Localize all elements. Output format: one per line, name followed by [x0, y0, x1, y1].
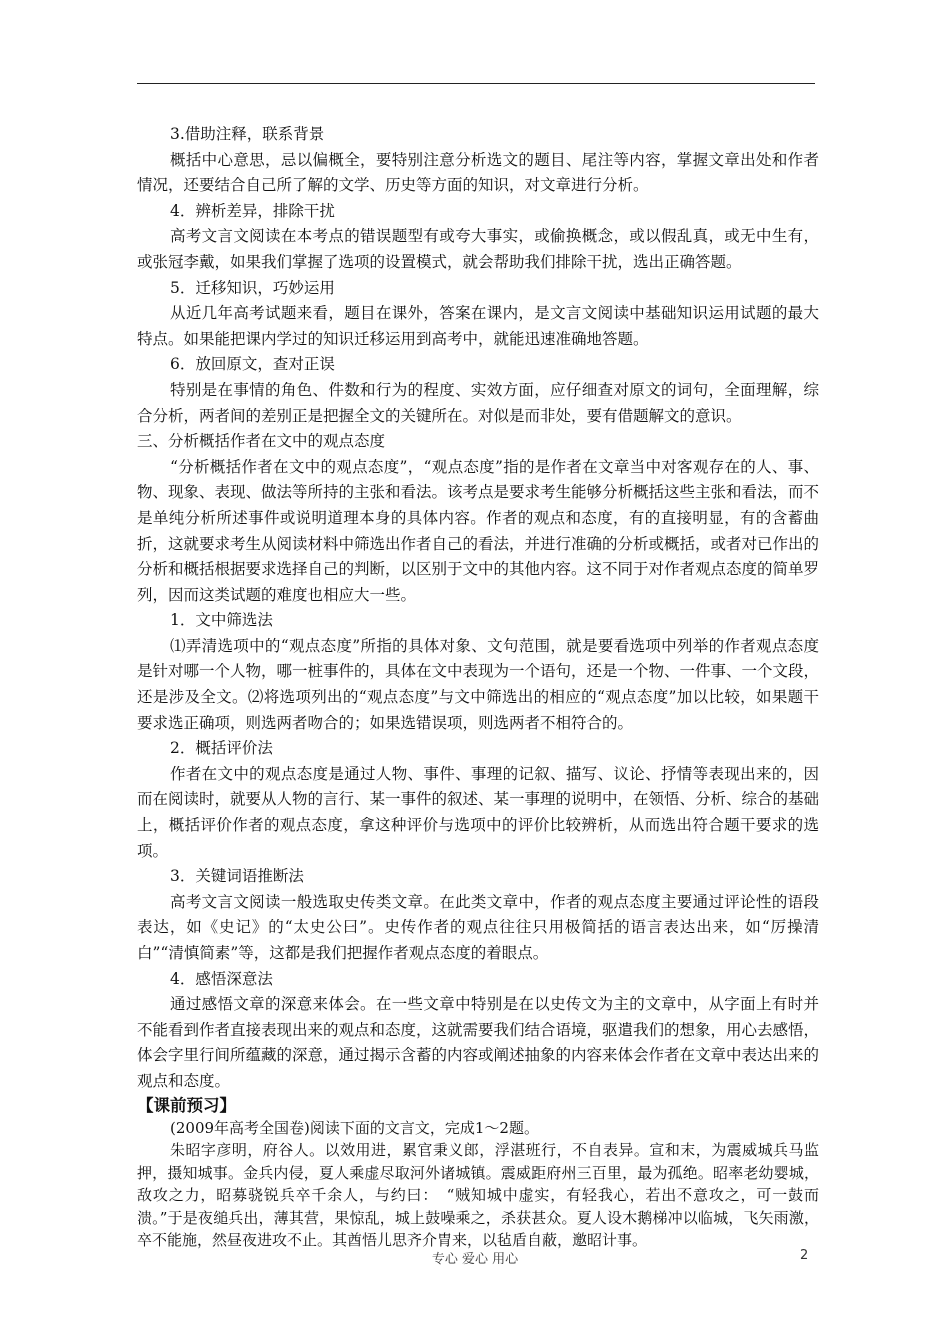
preview-intro: (2009年高考全国卷)阅读下面的文言文，完成1～2题。 [170, 1118, 539, 1137]
preview-section-title: 【课前预习】 [137, 1095, 236, 1115]
page-body [137, 122, 819, 1252]
paragraph: 概括中心意思，忌以偏概全，要特别注意分析选文的题目、尾注等内容，掌握文章出处和作者情况，还要结合自己所了解的文学、历史等方面的知识，对文章进行分析。 [137, 150, 819, 195]
heading-6-check: 6．放回原文，查对正误 [170, 355, 335, 374]
classical-passage: 朱昭字彦明，府谷人。以效用进，累官秉义郎，浮湛班行，不自表异。宣和末，为震威城兵马监押，摄知城事。金兵内侵，夏人乘虚尽取河外诸城镇。震威距府州三百里，最为孤绝。昭率老幼婴城，敌攻之力，昭募骁锐兵卒千余人，与约曰： “贼知城中虚实，有轻我心，若出不意攻之，可一鼓而溃。”于是夜缒兵出，薄其营，果惊乱，城上鼓噪乘之，杀获甚众。夏人设木鹅梯冲以临城，飞矢雨激，卒不能施，然昼夜进攻不止。其酋悟儿思齐介胄来，以毡盾自蔽，邀昭计事。 [137, 1141, 819, 1250]
paragraph: “分析概括作者在文中的观点态度”，“观点态度”指的是作者在文章当中对客观存在的人、事、物、现象、表现、做法等所持的主张和看法。该考点是要求考生能够分析概括这些主张和看法，而不是单纯分析所述事件或说明道理本身的具体内容。作者的观点和态度，有的直接明显，有的含蓄曲折，这就要求考生从阅读材料中筛选出作者自己的看法，并进行准确的分析或概括，或者对已作出的分析和概括根据要求选择自己的判断，以区别于文中的其他内容。这不同于对作者观点态度的简单罗列，因而这类试题的难度也相应大一些。 [137, 457, 820, 604]
heading-3-annotations: 3.借助注释，联系背景 [170, 125, 325, 143]
paragraph: 特别是在事情的角色、件数和行为的程度、实效方面，应仔细查对原文的词句，全面理解，综合分析，两者间的差别正是把握全文的关键所在。对似是而非处，要有借题解文的意识。 [137, 380, 819, 425]
heading-1-filter: 1．文中筛选法 [170, 611, 273, 630]
heading-5-transfer: 5．迁移知识，巧妙运用 [170, 278, 335, 297]
page-number: 2 [800, 1248, 809, 1263]
paragraph: 高考文言文阅读在本考点的错误题型有或夸大事实，或偷换概念，或以假乱真，或无中生有，或张冠李戴，如果我们掌握了选项的设置模式，就会帮助我们排除干扰，选出正确答题。 [137, 227, 819, 271]
footer-motto: 专心 爱心 用心 [431, 1252, 519, 1267]
paragraph: 通过感悟文章的深意来体会。在一些文章中特别是在以史传文为主的文章中，从字面上有时并不能看到作者直接表现出来的观点和态度，这就需要我们结合语境，驱遣我们的想象，用心去感悟，体会字里行间所蕴藏的深意，通过揭示含蓄的内容或阐述抽象的内容来体会作者在文章中表达出来的观点和态度。 [137, 995, 820, 1090]
paragraph: ⑴弄清选项中的“观点态度”所指的具体对象、文句范围，就是要看选项中列举的作者观点态度是针对哪一个人物，哪一桩事件的，具体在文中表现为一个语句，还是一个物、一件事、一个文段，还是涉及全文。⑵将选项列出的“观点态度”与文中筛选出的相应的“观点态度”加以比较，如果题干要求选正确项，则选两者吻合的；如果选错误项，则选两者不相符合的。 [137, 636, 820, 732]
paragraph: 作者在文中的观点态度是通过人物、事件、事理的记叙、描写、议论、抒情等表现出来的，因而在阅读时，就要从人物的言行、某一事件的叙述、某一事理的说明中，在领悟、分析、综合的基础上，概括评价作者的观点态度，拿这种评价与选项中的评价比较辨析，从而选出符合题干要求的选项。 [137, 764, 820, 860]
header-rule [137, 83, 815, 84]
paragraph: 高考文言文阅读一般选取史传类文章。在此类文章中，作者的观点态度主要通过评论性的语段表达，如《史记》的“太史公曰”。史传作者的观点往往只用极简括的语言表达出来，如“厉操清白”“清慎简素”等，这都是我们把握作者观点态度的着眼点。 [137, 892, 819, 962]
section-heading-3: 三、分析概括作者在文中的观点态度 [137, 432, 386, 451]
heading-3-keywords: 3．关键词语推断法 [170, 867, 304, 886]
preview-passage [137, 1117, 819, 1252]
heading-4-distinguish: 4．辨析差异，排除干扰 [170, 201, 335, 220]
heading-2-evaluate: 2．概括评价法 [170, 739, 273, 758]
heading-4-insight: 4．感悟深意法 [170, 969, 273, 988]
paragraph: 从近几年高考试题来看，题目在课外，答案在课内，是文言文阅读中基础知识运用试题的最大特点。如果能把课内学过的知识迁移运用到高考中，就能迅速准确地答题。 [137, 304, 819, 348]
